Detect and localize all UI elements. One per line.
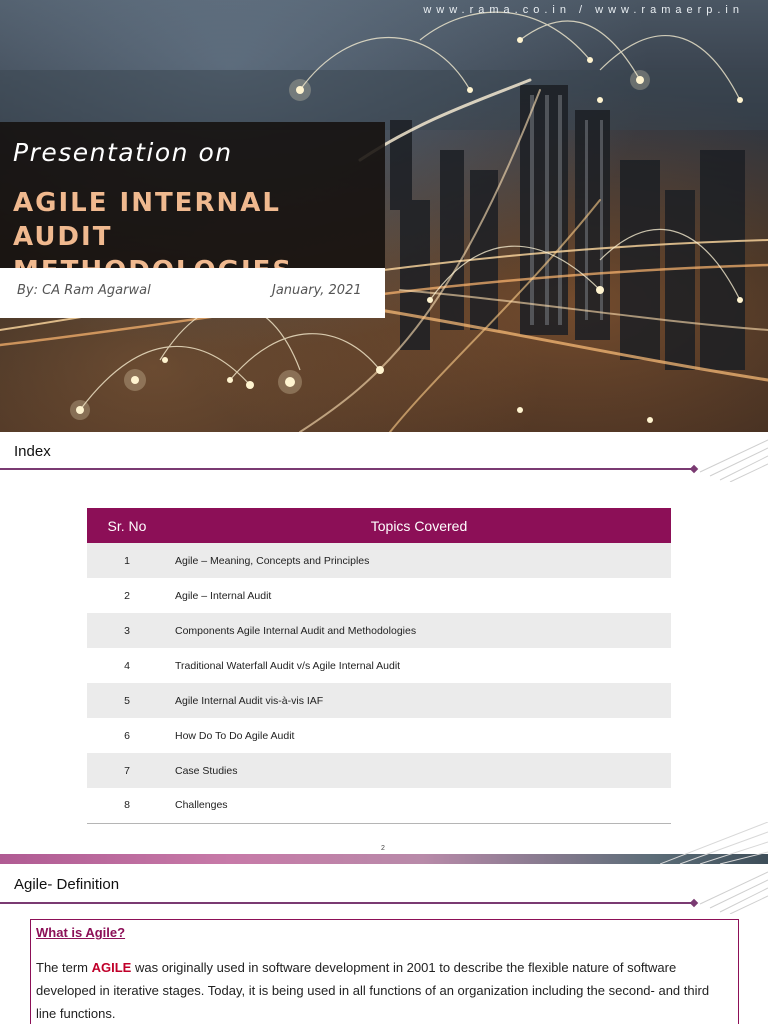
table-row <box>87 718 671 753</box>
agile-keyword: AGILE <box>91 960 132 975</box>
date-label: January, 2021 <box>272 283 362 298</box>
definition-slide <box>0 864 768 1024</box>
table-row <box>87 753 671 788</box>
row-topic: Agile – Internal Audit <box>167 578 671 613</box>
row-topic: Traditional Waterfall Audit v/s Agile Internal Audit <box>167 648 671 683</box>
row-sr-no: 1 <box>87 543 167 578</box>
row-sr-no: 8 <box>87 788 167 823</box>
table-row <box>87 683 671 718</box>
page-number: 2 <box>381 845 385 852</box>
row-sr-no: 6 <box>87 718 167 753</box>
index-slide <box>0 432 768 864</box>
title-underline <box>0 902 693 904</box>
header-topics: Topics Covered <box>167 508 671 543</box>
table-row <box>87 788 671 823</box>
row-sr-no: 5 <box>87 683 167 718</box>
row-topic: Agile – Meaning, Concepts and Principles <box>167 543 671 578</box>
para-text-before: The term <box>36 960 92 975</box>
row-topic: Components Agile Internal Audit and Methodologies <box>167 613 671 648</box>
table-row <box>87 543 671 578</box>
site-url: www.rama.co.in / www.ramaerp.in <box>423 4 744 16</box>
row-topic: Case Studies <box>167 753 671 788</box>
footer-band <box>0 854 768 864</box>
definition-heading: What is Agile? <box>36 925 126 940</box>
index-title: Index <box>14 443 51 460</box>
definition-paragraph <box>36 956 731 1024</box>
definition-box <box>30 919 739 1024</box>
title-underline <box>0 468 693 470</box>
table-row <box>87 648 671 683</box>
corner-decoration <box>690 432 768 482</box>
header-sr-no: Sr. No <box>87 508 167 543</box>
row-sr-no: 3 <box>87 613 167 648</box>
para-text-after: was originally used in software development in 2001 to describe the flexible nature of software developed in iterative stages. Today, it is being used in all functions of an organization including the second- and third line functions. <box>36 960 710 1021</box>
corner-decoration <box>690 864 768 914</box>
row-topic: How Do To Do Agile Audit <box>167 718 671 753</box>
row-topic: Challenges <box>167 788 671 823</box>
table-header-row <box>87 508 671 543</box>
table-row <box>87 578 671 613</box>
footer-corner-decoration <box>660 822 768 864</box>
table-row <box>87 613 671 648</box>
row-sr-no: 2 <box>87 578 167 613</box>
definition-title: Agile- Definition <box>14 876 120 893</box>
title-prefix: Presentation on <box>13 138 233 167</box>
presentation-title: AGILE INTERNAL AUDIT <box>13 188 281 252</box>
row-sr-no: 4 <box>87 648 167 683</box>
row-sr-no: 7 <box>87 753 167 788</box>
cover-slide <box>0 0 768 432</box>
row-topic: Agile Internal Audit vis-à-vis IAF <box>167 683 671 718</box>
author-label: By: CA Ram Agarwal <box>17 283 151 298</box>
index-table <box>87 508 671 824</box>
